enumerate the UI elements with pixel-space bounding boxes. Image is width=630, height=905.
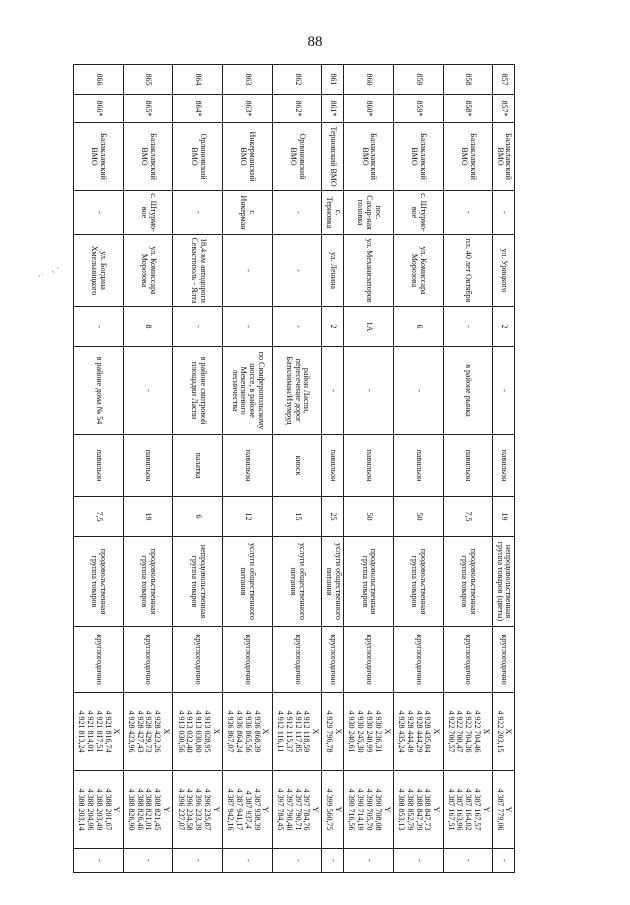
landmark-cell: район Ласпи, пересечение дорог Батилиман/Изумруд [272, 347, 322, 435]
locality-cell: - [272, 191, 322, 235]
extra-cell: - [123, 849, 173, 873]
landmark-cell: - [493, 347, 515, 435]
locality-cell: - [173, 191, 223, 235]
district-cell: Инкерманский ВМО [223, 123, 273, 191]
extra-cell: - [322, 849, 344, 873]
specialization-cell: услуги общественного питания [322, 537, 344, 627]
specialization-cell: услуги общественного питания [272, 537, 322, 627]
x-coordinates-cell: X 4 922 704,46 4 922 704,36 4 922 700,47 4 922 700,57 [443, 693, 493, 771]
row-code: 857* [493, 95, 515, 123]
row-number: 857 [493, 65, 515, 95]
landmark-cell: - [322, 347, 344, 435]
y-coordinates-cell: Y 4 388 201,67 4 388 203,49 4 388 204,96 4 388 203,14 [74, 771, 124, 849]
landmark-cell: в районе рынка [443, 347, 493, 435]
locality-cell: с. Терновка [322, 191, 344, 235]
x-coordinates-cell: X 4 912 118,59 4 912 117,85 4 912 115,37 4 912 116,11 [272, 693, 322, 771]
y-coordinates-cell: Y 4 390 708,08 4 390 705,70 4 390 714,19 4 390 716,56 [344, 771, 394, 849]
extra-cell: - [344, 849, 394, 873]
row-code: 861* [322, 95, 344, 123]
specialization-cell: продовольственная группа товаров [393, 537, 443, 627]
object-type-cell: павильон [322, 435, 344, 497]
locality-cell: с. Штурмо-вое [123, 191, 173, 235]
period-cell: круглогодично [493, 627, 515, 693]
district-cell: Балаклавский ВМО [443, 123, 493, 191]
table-row [393, 65, 443, 873]
x-coordinates-cell: X 4 929 796,78 [322, 693, 344, 771]
house-cell: 1А [344, 307, 394, 347]
x-coordinates-cell: X 4 936 868,39 4 936 865,56 4 936 864,24 4 936 867,07 [223, 693, 273, 771]
district-cell: Балаклавский ВМО [123, 123, 173, 191]
area-cell: 15 [272, 497, 322, 537]
house-cell: - [443, 307, 493, 347]
table-row [74, 65, 124, 873]
street-cell: пл. 40 лет Октября [443, 235, 493, 307]
street-cell: 18,4 км автодороги Севастополь - Ялта [173, 235, 223, 307]
house-cell: - [272, 307, 322, 347]
landmark-cell: в районе дома № 54 [74, 347, 124, 435]
row-code: 862* [272, 95, 322, 123]
area-cell: 7,5 [74, 497, 124, 537]
x-coordinates-cell: X 4 928 435,04 4 928 444,29 4 928 444,49 4 928 435,24 [393, 693, 443, 771]
x-coordinates-cell: X 4 928 423,26 4 928 429,73 4 928 427,43 4 928 423,96 [123, 693, 173, 771]
table-body [74, 65, 515, 873]
area-cell: 19 [123, 497, 173, 537]
x-coordinates-cell: X 4 922 203,15 [493, 693, 515, 771]
row-number: 865 [123, 65, 173, 95]
row-code: 859* [393, 95, 443, 123]
row-number: 864 [173, 65, 223, 95]
period-cell: круглогодично [123, 627, 173, 693]
house-cell: - [223, 307, 273, 347]
y-coordinates-cell: Y 4 396 235,87 4 396 233,39 4 396 234,58 4 396 237,07 [173, 771, 223, 849]
table-row [173, 65, 223, 873]
y-coordinates-cell: Y 4 387 167,57 4 387 164,02 4 387 163,96 4 387 167,51 [443, 771, 493, 849]
row-code: 863* [223, 95, 273, 123]
locality-cell: пос. Сахар-ная головка [344, 191, 394, 235]
specialization-cell: услуги общественного питания [223, 537, 273, 627]
period-cell: круглогодично [393, 627, 443, 693]
area-cell: 25 [322, 497, 344, 537]
object-type-cell: павильон [443, 435, 493, 497]
district-cell: Терновский ВМО [322, 123, 344, 191]
object-type-cell: павильон [123, 435, 173, 497]
landmark-cell: - [393, 347, 443, 435]
street-cell: ул. Ленина [322, 235, 344, 307]
data-table [73, 64, 515, 873]
extra-cell: - [173, 849, 223, 873]
locality-cell: с. Штурмо-вое [393, 191, 443, 235]
row-code: 866* [74, 95, 124, 123]
y-coordinates-cell: Y 4 388 821,45 4 388 821,01 4 388 826,46 4 388 826,90 [123, 771, 173, 849]
scan-speck: ˛ · [52, 264, 60, 273]
district-cell: Балаклавский ВМО [344, 123, 394, 191]
row-number: 866 [74, 65, 124, 95]
table-row [443, 65, 493, 873]
house-cell: 8 [123, 307, 173, 347]
object-type-cell: павильон [493, 435, 515, 497]
row-code: 858* [443, 95, 493, 123]
page-number: 88 [307, 34, 323, 50]
object-type-cell: павильон [74, 435, 124, 497]
object-type-cell: павильон [344, 435, 394, 497]
specialization-cell: непродовольственная группа товаров [173, 537, 223, 627]
table-row [123, 65, 173, 873]
period-cell: круглогодично [322, 627, 344, 693]
locality-cell: - [443, 191, 493, 235]
district-cell: Балаклавский ВМО [393, 123, 443, 191]
locality-cell: г. Инкерман [223, 191, 273, 235]
street-cell: ул. Богдана Хмельницкого [74, 235, 124, 307]
extra-cell: - [443, 849, 493, 873]
district-cell: Орлиновский ВМО [173, 123, 223, 191]
x-coordinates-cell: X 4 921 816,74 4 921 817,51 4 921 814,01 4 921 813,24 [74, 693, 124, 771]
house-cell: 2 [322, 307, 344, 347]
landmark-cell: - [344, 347, 394, 435]
x-coordinates-cell: X 4 913 028,95 4 913 030,80 4 913 032,40 4 913 030,56 [173, 693, 223, 771]
district-cell: Балаклавский ВМО [493, 123, 515, 191]
area-cell: 6 [173, 497, 223, 537]
period-cell: круглогодично [443, 627, 493, 693]
y-coordinates-cell: Y 4 387 938,39 4 387 937,4 4 387 941,17 4 387 942,16 [223, 771, 273, 849]
locality-cell: - [493, 191, 515, 235]
row-code: 860* [344, 95, 394, 123]
extra-cell: - [272, 849, 322, 873]
extra-cell: - [493, 849, 515, 873]
table-row [272, 65, 322, 873]
period-cell: круглогодично [173, 627, 223, 693]
table-row [493, 65, 515, 873]
y-coordinates-cell: Y 4 387 779,06 [493, 771, 515, 849]
extra-cell: - [393, 849, 443, 873]
row-number: 863 [223, 65, 273, 95]
y-coordinates-cell: Y 4 388 847,73 4 388 847,39 4 388 852,79 4 388 853,13 [393, 771, 443, 849]
row-number: 861 [322, 65, 344, 95]
landmark-cell: по Симферопольскому шоссе, в районе Мекензиевого лесничества [223, 347, 273, 435]
house-cell: 2 [493, 307, 515, 347]
row-code: 865* [123, 95, 173, 123]
scan-speck: ·˙ [38, 272, 44, 281]
area-cell: 7,5 [443, 497, 493, 537]
landmark-cell: в районе смотровой площадки Ласпи [173, 347, 223, 435]
table-row [344, 65, 394, 873]
house-cell: - [173, 307, 223, 347]
street-cell: ул. Механизаторов [344, 235, 394, 307]
period-cell: круглогодично [272, 627, 322, 693]
table-row [322, 65, 344, 873]
row-number: 859 [393, 65, 443, 95]
district-cell: Балаклавский ВМО [74, 123, 124, 191]
row-number: 862 [272, 65, 322, 95]
row-number: 858 [443, 65, 493, 95]
area-cell: 19 [493, 497, 515, 537]
rotated-table-container [73, 64, 515, 872]
object-type-cell: палатка [173, 435, 223, 497]
street-cell: - [272, 235, 322, 307]
specialization-cell: продовольственная группа товаров [123, 537, 173, 627]
object-type-cell: павильон [223, 435, 273, 497]
row-code: 864* [173, 95, 223, 123]
locality-cell: - [74, 191, 124, 235]
area-cell: 50 [393, 497, 443, 537]
specialization-cell: продовольственная группа товаров [74, 537, 124, 627]
extra-cell: - [74, 849, 124, 873]
district-cell: Орлиновский ВМО [272, 123, 322, 191]
area-cell: 12 [223, 497, 273, 537]
street-cell: ул. Комиссара Морозова [393, 235, 443, 307]
specialization-cell: непродовольственная группа товаров (цветы) [493, 537, 515, 627]
house-cell: 6 [393, 307, 443, 347]
area-cell: 50 [344, 497, 394, 537]
y-coordinates-cell: Y 4 397 784,76 4 397 790,71 4 397 790,40 4 397 784,45 [272, 771, 322, 849]
extra-cell: - [223, 849, 273, 873]
street-cell: - [223, 235, 273, 307]
house-cell: - [74, 307, 124, 347]
table-row [223, 65, 273, 873]
landmark-cell: - [123, 347, 173, 435]
street-cell: ул. Комиссара Морозова [123, 235, 173, 307]
period-cell: круглогодично [74, 627, 124, 693]
object-type-cell: киоск [272, 435, 322, 497]
x-coordinates-cell: X 4 930 236,31 4 930 240,99 4 930 245,30 4 930 240,61 [344, 693, 394, 771]
specialization-cell: продовольственная группа товаров [344, 537, 394, 627]
period-cell: круглогодично [223, 627, 273, 693]
object-type-cell: павильон [393, 435, 443, 497]
period-cell: круглогодично [344, 627, 394, 693]
street-cell: ул. Урицкого [493, 235, 515, 307]
specialization-cell: продовольственная группа товаров [443, 537, 493, 627]
row-number: 860 [344, 65, 394, 95]
y-coordinates-cell: Y 4 399 560,75 [322, 771, 344, 849]
